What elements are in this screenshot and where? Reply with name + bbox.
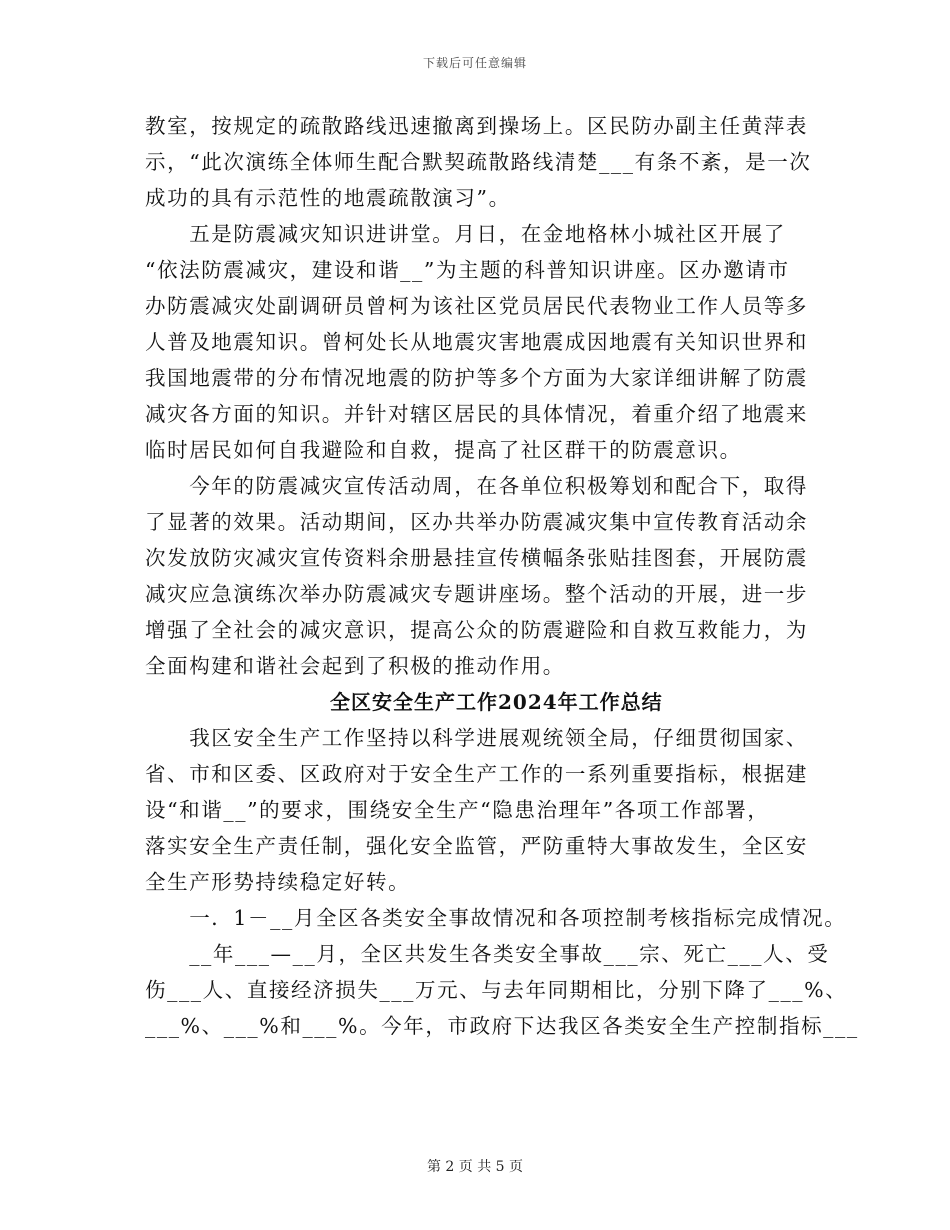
page-number: 第 2 页 共 5 页 [426,1159,524,1175]
body-line: 减灾应急演练次举办防震减灾专题讲座场。整个活动的开展，进一步 [145,582,808,606]
body-line: 全面构建和谐社会起到了积极的推动作用。 [145,654,565,678]
body-line: “依法防震减灾，建设和谐__”为主题的科普知识讲座。区办邀请市 [145,258,790,282]
body-line: 人普及地震知识。曾柯处长从地震灾害地震成因地震有关知识世界和 [145,330,808,354]
body-line: 办防震减灾处副调研员曾柯为该社区党员居民代表物业工作人员等多 [145,294,808,318]
body-line: 省、市和区委、区政府对于安全生产工作的一系列重要指标，根据建 [145,762,808,786]
body-line: 五是防震减灾知识进讲堂。月日，在金地格林小城社区开展了 [145,222,786,246]
body-line: 一．1－__月全区各类安全事故情况和各项控制考核指标完成情况。 [145,906,847,930]
body-line: 落实安全生产责任制，强化安全监管，严防重特大事故发生，全区安 [145,834,808,858]
page-header-note: 下载后可任意编辑 [422,56,527,70]
body-line: 示，“此次演练全体师生配合默契疏散路线清楚___有条不紊，是一次 [145,150,812,174]
document-body [145,108,859,1044]
body-line: 我国地震带的分布情况地震的防护等多个方面为大家详细讲解了防震 [145,366,808,390]
body-line: 我区安全生产工作坚持以科学进展观统领全局，仔细贯彻国家、 [145,726,808,750]
body-line: 设“和谐__”的要求，围绕安全生产“隐患治理年”各项工作部署， [145,798,770,822]
body-line: 全生产形势持续稳定好转。 [145,870,411,894]
body-line: 次发放防灾减灾宣传资料余册悬挂宣传横幅条张贴挂图套，开展防震 [145,546,808,570]
body-line: ___%、___%和___%。今年，市政府下达我区各类安全生产控制指标___ [145,1014,859,1038]
body-line: 减灾各方面的知识。并针对辖区居民的具体情况，着重介绍了地震来 [145,402,808,426]
body-line: 增强了全社会的减灾意识，提高公众的防震避险和自救互救能力，为 [145,618,808,642]
body-line: 成功的具有示范性的地震疏散演习”。 [145,186,511,210]
body-line: 伤___人、直接经济损失___万元、与去年同期相比，分别下降了___%、 [145,978,848,1002]
section-title: 全区安全生产工作2024年工作总结 [330,690,663,714]
body-line: 了显著的效果。活动期间，区办共举办防震减灾集中宣传教育活动余 [145,510,808,534]
body-line: __年___—__月，全区共发生各类安全事故___宗、死亡___人、受 [145,942,830,966]
body-line: 教室，按规定的疏散路线迅速撤离到操场上。区民防办副主任黄萍表 [145,114,808,138]
body-line: 临时居民如何自我避险和自救，提高了社区群干的防震意识。 [145,438,742,462]
body-line: 今年的防震减灾宣传活动周，在各单位积极筹划和配合下，取得 [145,474,808,498]
